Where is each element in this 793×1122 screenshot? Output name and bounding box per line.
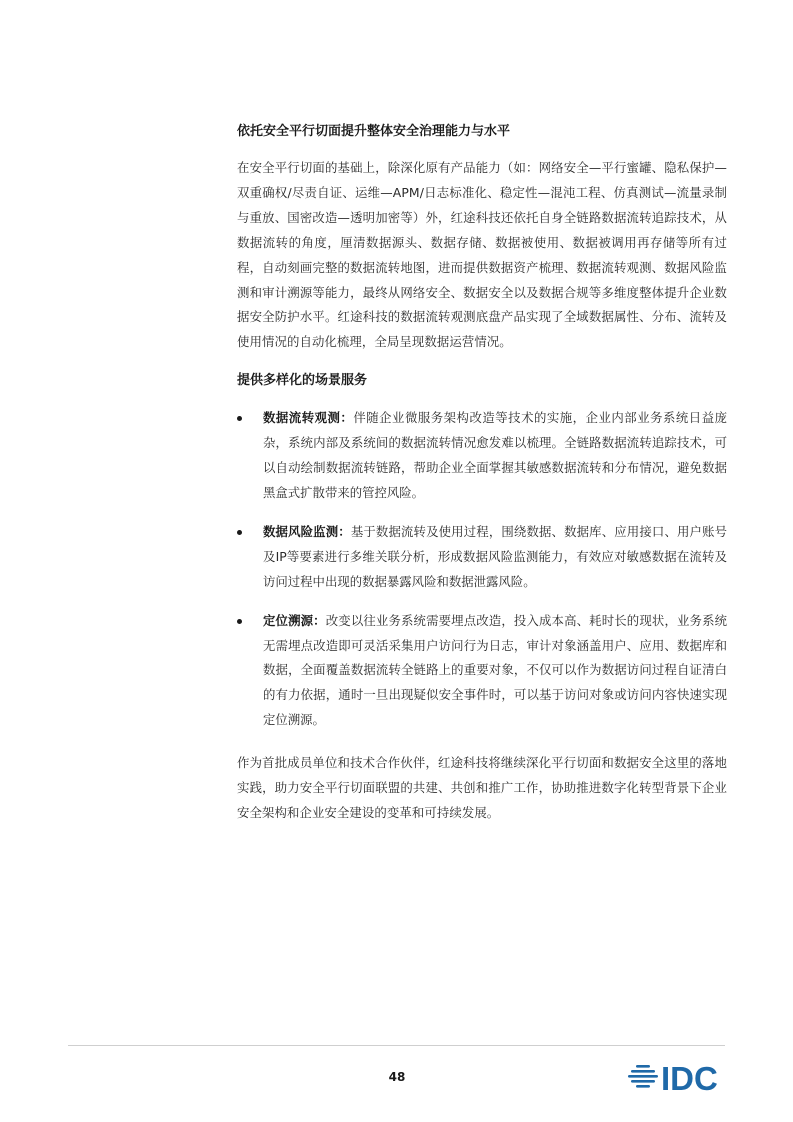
- list-item-description: 基于数据流转及使用过程，围绕数据、数据库、应用接口、用户账号及IP等要素进行多维关联分析，形成数据风险监测能力，有效应对敏感数据在流转及访问过程中出现的数据暴露风险和数据泄露风险。: [263, 523, 728, 589]
- section-heading: 提供多样化的场景服务: [237, 373, 368, 389]
- list-item: [237, 406, 727, 506]
- list-item-term: 数据流转观测：: [263, 410, 354, 426]
- idc-logo: [627, 1060, 727, 1094]
- page-content: [237, 120, 727, 826]
- list-item-term: 数据风险监测：: [263, 523, 351, 539]
- list-item-text: [263, 609, 727, 734]
- list-item: [237, 520, 727, 595]
- list-item-description: 改变以往业务系统需要埋点改造，投入成本高、耗时长的现状，业务系统无需埋点改造即可灵活采集用户访问行为日志，审计对象涵盖用户、应用、数据库和数据，全面覆盖数据流转全链路上的重要对象，不仅可以作为数据访问过程自证清白的有力依据，通时一旦出现疑似安全事件时，可以基于访问对象或访问内容快速实现定位溯源。: [263, 612, 728, 728]
- body-paragraph: 在安全平行切面的基础上，除深化原有产品能力（如：网络安全—平行蜜罐、隐私保护—双重确权/尽责自证、运维—APM/日志标准化、稳定性—混沌工程、仿真测试—流量录制与重放、国密改造—透明加密等）外，红途科技还依托自身全链路数据流转追踪技术，从数据流转的角度，厘清数据源头、数据存储、数据被使用、数据被调用再存储等所有过程，自动刻画完整的数据流转地图，进而提供数据资产梳理、数据流转观测、数据风险监测和审计溯源等能力，最终从网络安全、数据安全以及数据合规等多维度整体提升企业数据安全防护水平。红途科技的数据流转观测底盘产品实现了全域数据属性、分布、流转及使用情况的自动化梳理，全局呈现数据运营情况。: [237, 160, 727, 350]
- bullet-icon: [237, 416, 242, 421]
- footer-divider: [68, 1045, 725, 1046]
- idc-logo-icon: [627, 1060, 727, 1094]
- logo-text: IDC: [661, 1060, 718, 1094]
- list-item: [237, 609, 727, 734]
- closing-paragraph: 作为首批成员单位和技术合作伙伴，红途科技将继续深化平行切面和数据安全这里的落地实践，助力安全平行切面联盟的共建、共创和推广工作，协助推进数字化转型背景下企业安全架构和企业安全建设的变革和可持续发展。: [237, 755, 727, 820]
- section-heading: 依托安全平行切面提升整体安全治理能力与水平: [237, 124, 511, 139]
- list-item-text: [263, 520, 727, 595]
- list-item-text: [263, 406, 727, 506]
- page-number: 48: [388, 1070, 406, 1084]
- bullet-icon: [237, 530, 242, 535]
- bullet-icon: [237, 619, 242, 624]
- scenario-list: [237, 406, 727, 733]
- list-item-term: 定位溯源：: [263, 612, 326, 628]
- list-item-description: 伴随企业微服务架构改造等技术的实施，企业内部业务系统日益庞杂，系统内部及系统间的数据流转情况愈发难以梳理。全链路数据流转追踪技术，可以自动绘制数据流转链路，帮助企业全面掌握其敏感数据流转和分布情况，避免数据黑盒式扩散带来的管控风险。: [263, 410, 728, 500]
